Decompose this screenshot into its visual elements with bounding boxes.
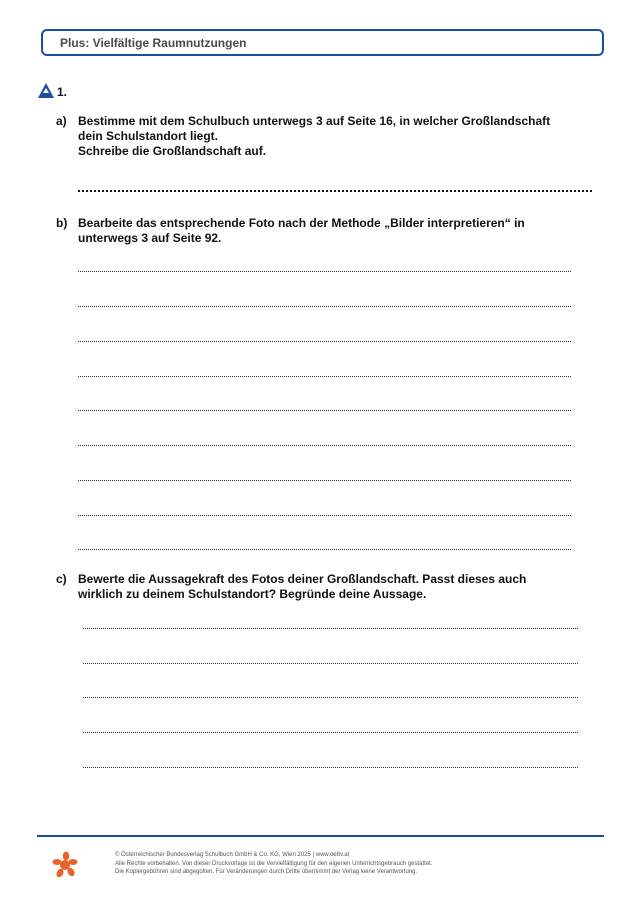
footer-rule <box>37 835 604 837</box>
subtask-a-line: dein Schulstandort liegt. <box>78 129 219 143</box>
subtask-a-letter: a) <box>56 114 67 128</box>
subtask-b-text <box>78 216 525 246</box>
footer-rights: Alle Rechte vorbehalten. Von dieser Druckvorlage ist die Vervielfältigung für den eigenen Unterrichtsgebrauch gestattet. <box>115 860 433 867</box>
footer-copyright: © Österreichischer Bundesverlag Schulbuch GmbH & Co. KG, Wien 2025 | www.oebv.at <box>115 852 350 858</box>
subtask-a-line: Bestimme mit dem Schulbuch unterwegs 3 auf Seite 16, in welcher Großlandschaft <box>78 114 551 128</box>
subtask-c-text <box>78 572 526 602</box>
answer-line[interactable] <box>83 697 578 698</box>
task-number: 1. <box>57 85 68 99</box>
answer-line[interactable] <box>78 376 571 377</box>
answer-line[interactable] <box>78 306 571 307</box>
answer-line[interactable] <box>78 271 571 272</box>
subtask-c-line: Bewerte die Aussagekraft des Fotos deiner Großlandschaft. Passt dieses auch <box>78 572 527 586</box>
answer-line[interactable] <box>83 767 578 768</box>
subtask-b-line: unterwegs 3 auf Seite 92. <box>78 231 222 245</box>
subtask-c-letter: c) <box>56 572 67 586</box>
answer-line[interactable] <box>78 190 592 192</box>
answer-line[interactable] <box>78 480 571 481</box>
subtask-c-line: wirklich zu deinem Schulstandort? Begründe deine Aussage. <box>78 587 427 601</box>
answer-line[interactable] <box>78 341 571 342</box>
answer-line[interactable] <box>78 549 571 550</box>
answer-line[interactable] <box>83 628 578 629</box>
footer-fees: Die Kopiergebühren sind abgegolten. Für Veränderungen durch Dritte übernimmt der Verlag keine Verantwortung. <box>115 869 418 875</box>
answer-line[interactable] <box>78 445 571 446</box>
subtask-b-letter: b) <box>56 216 68 230</box>
subtask-b-line: Bearbeite das entsprechende Foto nach der Methode „Bilder interpretieren“ in <box>78 216 525 230</box>
oebv-logo-icon <box>52 851 78 879</box>
answer-line[interactable] <box>83 732 578 733</box>
answer-line[interactable] <box>83 663 578 664</box>
page-title: Plus: Vielfältige Raumnutzungen <box>60 36 247 50</box>
subtask-a-text <box>78 114 550 159</box>
answer-line[interactable] <box>78 515 571 516</box>
subtask-a-line: Schreibe die Großlandschaft auf. <box>78 144 267 158</box>
answer-line[interactable] <box>78 410 571 411</box>
footer-text <box>115 851 433 877</box>
header-box <box>41 29 604 56</box>
triangle-shapes-icon <box>38 83 54 98</box>
